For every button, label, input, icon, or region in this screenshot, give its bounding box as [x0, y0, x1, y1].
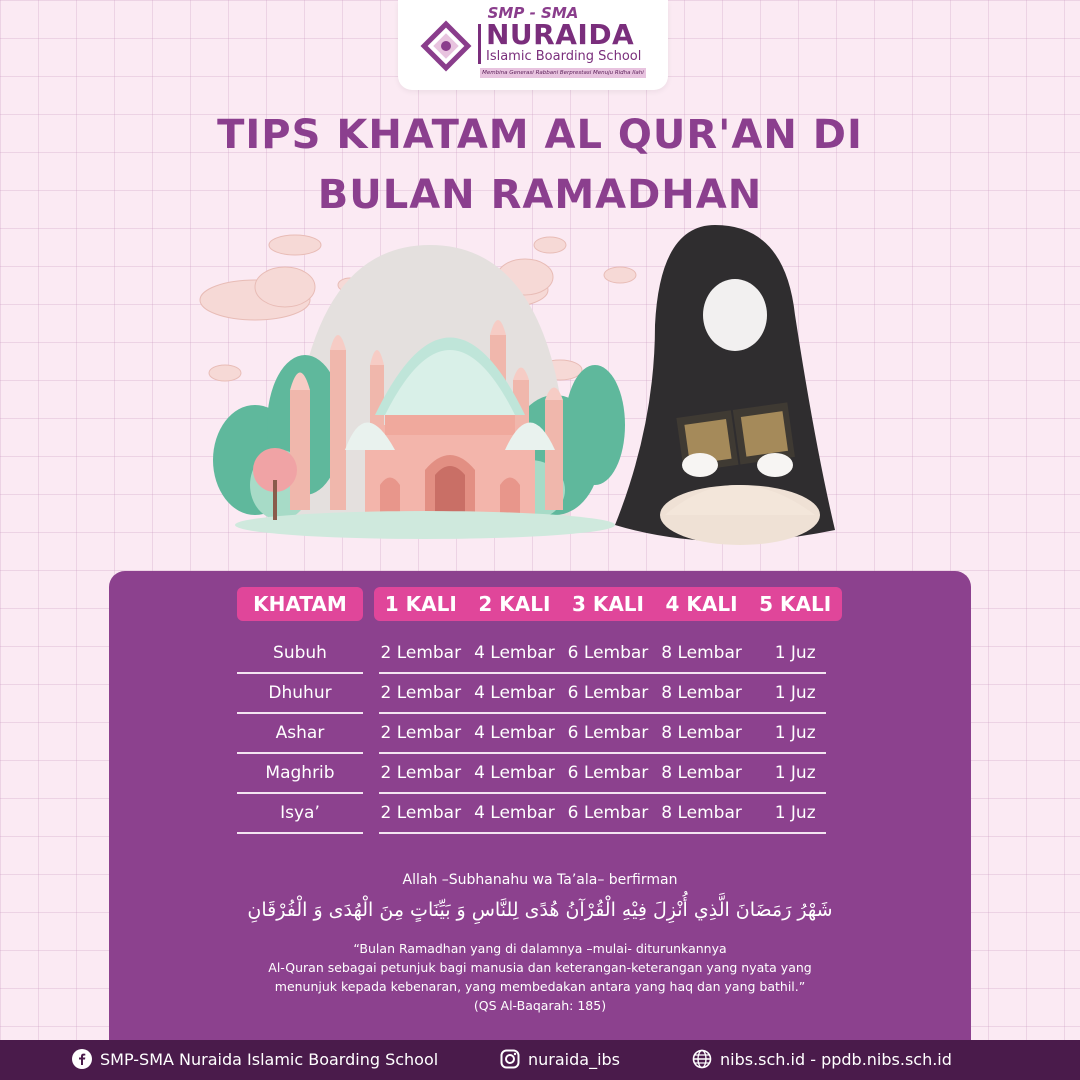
row-label: Subuh	[273, 643, 327, 663]
logo-divider	[478, 24, 481, 64]
table-cell: 1 Juz	[774, 683, 816, 703]
quote-line: “Bulan Ramadhan yang di dalamnya –mulai- diturunkannya	[353, 941, 727, 956]
row-label: Ashar	[275, 723, 325, 743]
table-cell: 8 Lembar	[661, 723, 742, 743]
table-cell: 6 Lembar	[567, 763, 649, 783]
row-label: Isya’	[280, 803, 320, 823]
row-label: Dhuhur	[268, 683, 332, 703]
footer-facebook[interactable]	[72, 1049, 438, 1069]
table-cell: 6 Lembar	[567, 723, 649, 743]
quote-arabic: شَهْرُ رَمَضَانَ الَّذِي أُنْزِلَ فِيْهِ الْقُرْآنُ هُدًى لِلنَّاسِ وَ بَيِّنَاتٍ مِنَ الْهُدَى وَ الْفُرْقَانِ	[247, 899, 833, 921]
table-cell: 2 Lembar	[380, 723, 462, 743]
footer-facebook-text: SMP-SMA Nuraida Islamic Boarding School	[100, 1049, 439, 1069]
column-header: 4 KALI	[665, 592, 738, 616]
table-cell: 1 Juz	[774, 803, 816, 823]
table-cell: 1 Juz	[774, 763, 816, 783]
quote-line: menunjuk kepada kebenaran, yang membedakan antara yang haq dan yang bathil.”	[274, 979, 806, 994]
logo-emblem	[418, 18, 474, 74]
quote-intro: Allah –Subhanahu wa Ta’ala– berfirman	[402, 872, 678, 888]
logo-tagline: Membina Generasi Rabbani Berprestasi Menuju Ridha Ilahi	[480, 68, 646, 78]
footer-website-text: nibs.sch.id - ppdb.nibs.sch.id	[720, 1049, 952, 1069]
table-cell: 4 Lembar	[474, 763, 555, 783]
mosque-girl-illustration	[195, 225, 875, 560]
column-header: 2 KALI	[478, 592, 551, 616]
table-cell: 6 Lembar	[567, 683, 649, 703]
table-cell: 4 Lembar	[474, 723, 555, 743]
row-divider	[237, 832, 363, 834]
page-title-line2: BULAN RAMADHAN	[317, 172, 763, 218]
column-header: 3 KALI	[571, 592, 644, 616]
khatam-table-panel	[109, 571, 971, 1040]
table-cell: 1 Juz	[774, 723, 816, 743]
table-cell: 2 Lembar	[380, 803, 462, 823]
table-row	[109, 673, 971, 713]
quote-source: (QS Al-Baqarah: 185)	[473, 998, 607, 1013]
globe-icon	[692, 1049, 712, 1069]
table-cell: 4 Lembar	[474, 803, 555, 823]
table-cell: 6 Lembar	[567, 803, 649, 823]
footer-website[interactable]	[692, 1049, 952, 1069]
row-divider	[379, 832, 826, 834]
table-row	[109, 753, 971, 793]
table-cell: 4 Lembar	[474, 643, 555, 663]
footer-instagram-text: nuraida_ibs	[528, 1049, 621, 1069]
quote-line: Al-Quran sebagai petunjuk bagi manusia dan keterangan-keterangan yang nyata yang	[268, 960, 812, 975]
logo-subtitle: Islamic Boarding School	[486, 49, 642, 64]
table-cell: 1 Juz	[774, 643, 816, 663]
table-row	[109, 633, 971, 673]
page-title-line1: TIPS KHATAM AL QUR'AN DI	[217, 112, 863, 158]
table-cell: 2 Lembar	[380, 763, 462, 783]
footer-bar	[0, 1040, 1080, 1080]
instagram-icon	[500, 1049, 520, 1069]
table-cell: 8 Lembar	[661, 803, 742, 823]
row-label: Maghrib	[265, 763, 335, 783]
table-row	[109, 793, 971, 833]
table-cell: 2 Lembar	[380, 643, 462, 663]
table-cell: 8 Lembar	[661, 643, 742, 663]
table-header-columns	[374, 587, 842, 621]
table-row	[109, 713, 971, 753]
logo-card	[398, 0, 668, 90]
logo-name: NURAIDA	[486, 18, 635, 51]
table-cell: 2 Lembar	[380, 683, 462, 703]
facebook-icon	[72, 1049, 92, 1069]
table-cell: 4 Lembar	[474, 683, 555, 703]
column-header: 5 KALI	[759, 592, 832, 616]
table-cell: 6 Lembar	[567, 643, 649, 663]
column-header: 1 KALI	[384, 592, 457, 616]
girl-reading-icon	[615, 225, 835, 545]
table-header-khatam: KHATAM	[237, 587, 363, 621]
quote-translation	[209, 939, 871, 1015]
table-cell: 8 Lembar	[661, 763, 742, 783]
table-cell: 8 Lembar	[661, 683, 742, 703]
footer-instagram[interactable]	[500, 1049, 620, 1069]
logo-top-text: SMP - SMA	[487, 4, 579, 22]
